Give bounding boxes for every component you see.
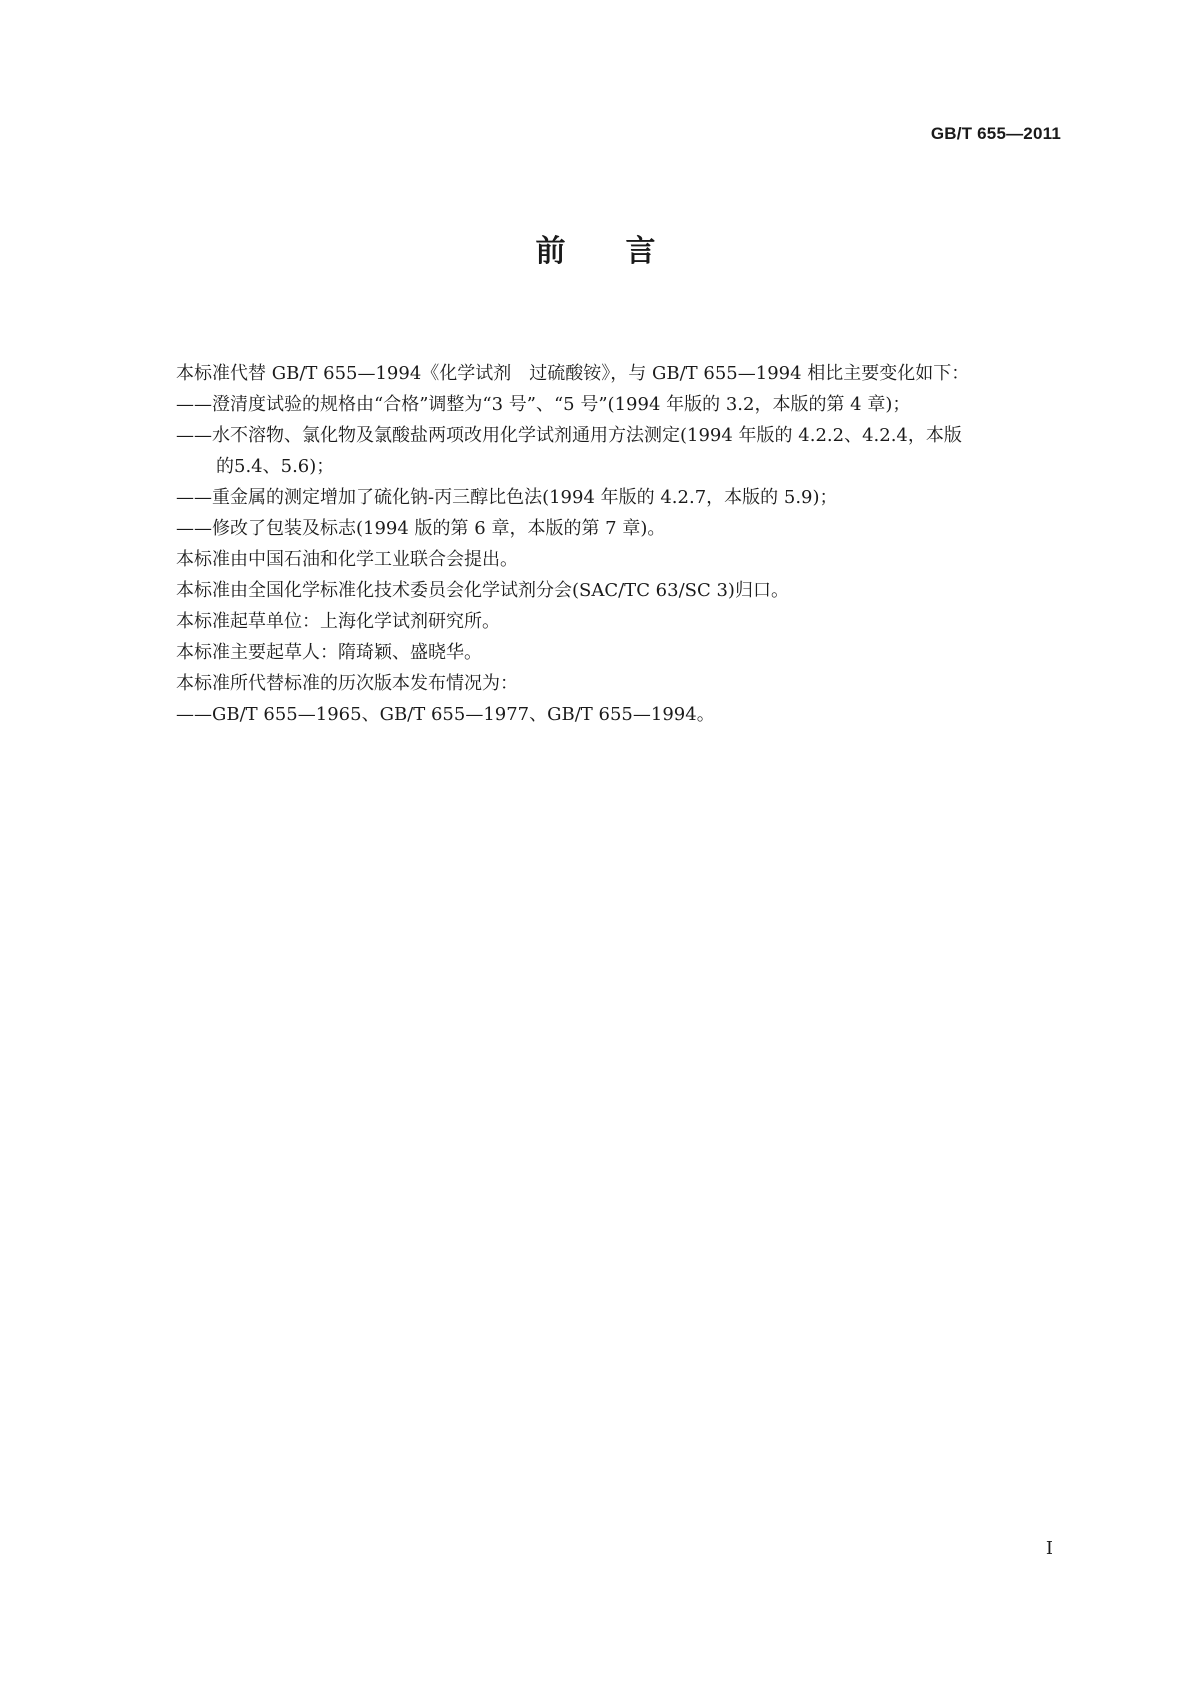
change-item-packaging: ——修改了包装及标志(1994 版的第 6 章，本版的第 7 章)。	[176, 518, 666, 539]
history-item: ——GB/T 655—1965、GB/T 655—1977、GB/T 655—1994。	[176, 704, 715, 725]
page-number: I	[1045, 1538, 1053, 1559]
drafters-paragraph: 本标准主要起草人：隋琦颖、盛晓华。	[176, 642, 482, 663]
change-item-insoluble: ——水不溶物、氯化物及氯酸盐两项改用化学试剂通用方法测定(1994 年版的 4.2.2、4.2.4，本版	[176, 425, 962, 446]
standard-number: GB/T 655—2011	[930, 124, 1061, 143]
managed-by-paragraph: 本标准由全国化学标准化技术委员会化学试剂分会(SAC/TC 63/SC 3)归口。	[176, 580, 789, 601]
foreword-body	[176, 358, 1056, 730]
proposed-by-paragraph: 本标准由中国石油和化学工业联合会提出。	[176, 549, 518, 570]
page-title: 前言	[535, 234, 716, 269]
history-intro-paragraph: 本标准所代替标准的历次版本发布情况为：	[176, 673, 518, 694]
intro-paragraph: 本标准代替 GB/T 655—1994《化学试剂 过硫酸铵》，与 GB/T 655—1994 相比主要变化如下：	[176, 363, 970, 384]
change-item-heavy-metals: ——重金属的测定增加了硫化钠-丙三醇比色法(1994 年版的 4.2.7，本版的 5.9)；	[176, 487, 838, 508]
change-item-insoluble-continued: 的5.4、5.6)；	[216, 456, 335, 477]
drafting-unit-paragraph: 本标准起草单位：上海化学试剂研究所。	[176, 611, 500, 632]
change-item-clarity: ——澄清度试验的规格由“合格”调整为“3 号”、“5 号”(1994 年版的 3.2，本版的第 4 章)；	[176, 394, 911, 415]
